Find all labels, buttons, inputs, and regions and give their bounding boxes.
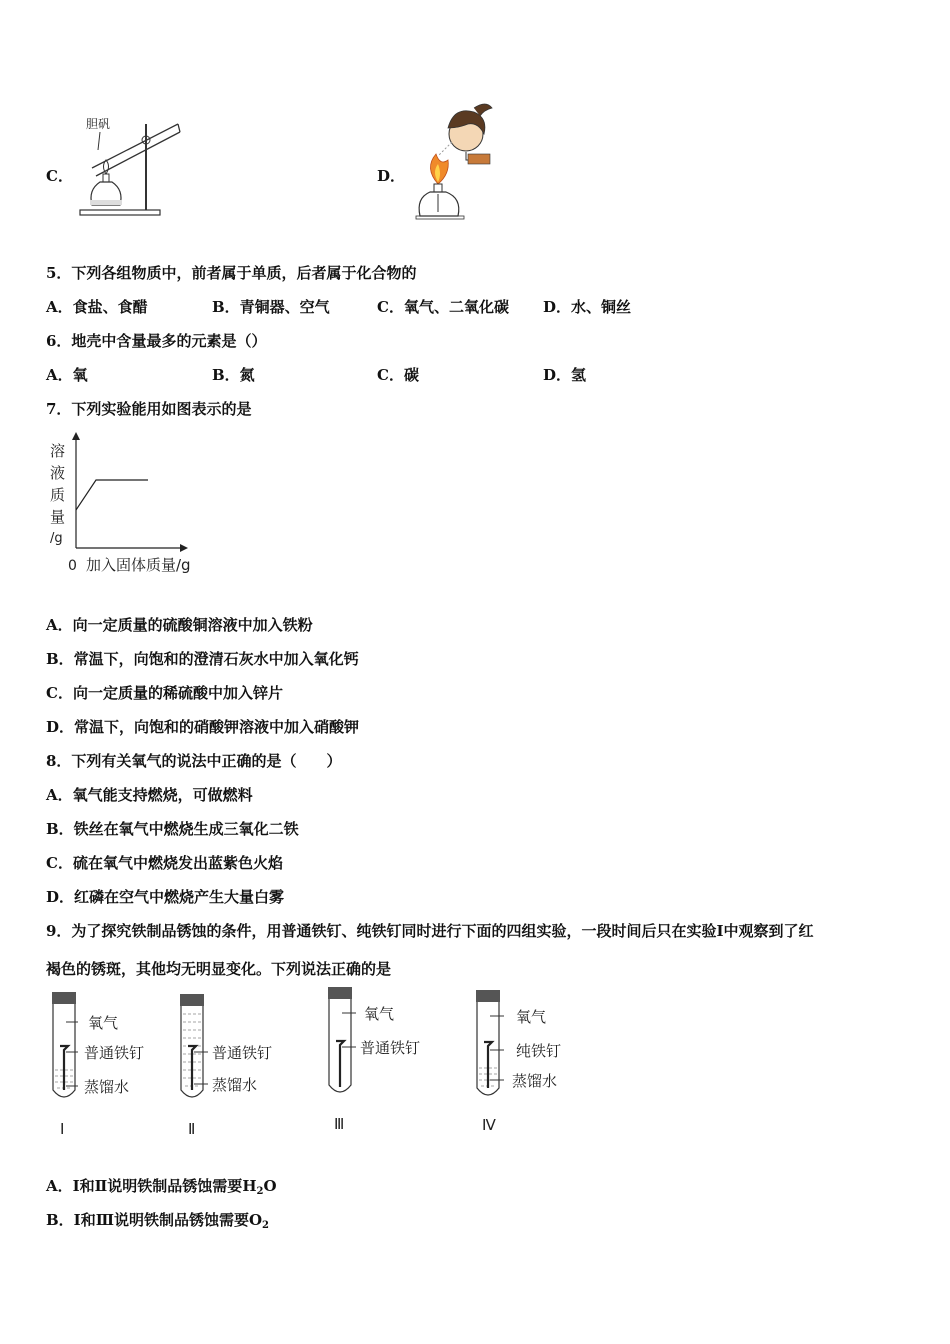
q6-option-a[interactable]: A．氧 — [46, 366, 88, 384]
q7-option-a[interactable]: A．向一定质量的硫酸铜溶液中加入铁粉 — [46, 616, 313, 634]
formula-subscript: 2 — [262, 1220, 270, 1231]
q8-option-b[interactable]: B．铁丝在氧气中燃烧生成三氧化二铁 — [46, 820, 299, 838]
tube-label-nail: 普通铁钉 — [212, 1044, 273, 1062]
q9-stem-line2: 褐色的锈斑，其他均无明显变化。下列说法正确的是 — [46, 960, 392, 978]
q4-option-c-image — [70, 110, 190, 222]
q9-tube-4 — [472, 988, 612, 1138]
q4-image-label: 胆矾 — [86, 117, 111, 131]
q5-stem: 5．下列各组物质中，前者属于单质，后者属于化合物的 — [46, 264, 417, 282]
q8-option-c[interactable]: C．硫在氧气中燃烧发出蓝紫色火焰 — [46, 854, 283, 872]
tube-numeral: Ⅳ — [482, 1116, 496, 1134]
q4-option-d-label: D． — [377, 167, 406, 185]
q6-option-c[interactable]: C．碳 — [377, 366, 419, 384]
q9-stem-line1: 9．为了探究铁制品锈蚀的条件，用普通铁钉、纯铁钉同时进行下面的四组实验，一段时间后只在实验Ⅰ中观察到了红 — [46, 922, 814, 940]
formula-subscript: 2 — [256, 1186, 264, 1197]
q8-option-d[interactable]: D．红磷在空气中燃烧产生大量白雾 — [46, 888, 285, 906]
q9-option-b[interactable] — [46, 1209, 269, 1231]
q5-option-d[interactable]: D．水、铜丝 — [543, 298, 632, 316]
graph-ylabel-char: 质 — [50, 486, 66, 504]
graph-xlabel: 加入固体质量/g — [86, 556, 191, 574]
q6-stem: 6．地壳中含量最多的元素是（） — [46, 332, 267, 350]
q5-option-b[interactable]: B．青铜器、空气 — [212, 298, 330, 316]
tube-label-pure-nail: 纯铁钉 — [516, 1042, 562, 1060]
tube-label-nail: 普通铁钉 — [360, 1039, 421, 1057]
tube-label-nail: 普通铁钉 — [84, 1044, 145, 1062]
graph-curve — [76, 480, 148, 510]
tube-label-oxygen: 氧气 — [364, 1005, 395, 1023]
q5-option-c[interactable]: C．氧气、二氧化碳 — [377, 298, 509, 316]
q7-option-b[interactable]: B．常温下，向饱和的澄清石灰水中加入氧化钙 — [46, 650, 359, 668]
graph-origin: 0 — [68, 558, 77, 574]
q7-stem: 7．下列实验能用如图表示的是 — [46, 400, 252, 418]
q7-option-c[interactable]: C．向一定质量的稀硫酸中加入锌片 — [46, 684, 283, 702]
graph-ylabel-char: 量 — [50, 508, 66, 526]
tube-label-water: 蒸馏水 — [512, 1072, 558, 1090]
q4-option-c-label: C． — [46, 167, 73, 185]
formula-o: O — [248, 1211, 263, 1229]
q9-option-b-text: B．Ⅰ和Ⅲ说明铁制品锈蚀需要 — [46, 1211, 249, 1229]
tube-label-oxygen: 氧气 — [88, 1014, 119, 1032]
graph-ylabel-char: /g — [50, 531, 63, 546]
formula-o: O — [263, 1177, 277, 1195]
graph-ylabel-char: 液 — [50, 464, 66, 482]
q9-tube-1 — [46, 990, 176, 1140]
q8-stem: 8．下列有关氧气的说法中正确的是（ ） — [46, 752, 342, 770]
formula-h: H — [242, 1177, 257, 1195]
q6-option-d[interactable]: D．氢 — [543, 366, 587, 384]
q9-tube-2 — [176, 990, 316, 1140]
tube-numeral: Ⅲ — [334, 1115, 345, 1133]
q9-option-a-text: A．Ⅰ和Ⅱ说明铁制品锈蚀需要 — [46, 1177, 243, 1195]
q9-tube-3 — [324, 985, 464, 1135]
tube-label-oxygen: 氧气 — [516, 1008, 547, 1026]
q5-option-a[interactable]: A．食盐、食醋 — [46, 298, 148, 316]
q9-option-a[interactable] — [46, 1175, 277, 1197]
tube-numeral: Ⅰ — [60, 1120, 65, 1138]
tube-label-water: 蒸馏水 — [84, 1078, 130, 1096]
q6-option-b[interactable]: B．氮 — [212, 366, 255, 384]
q7-graph — [46, 430, 216, 580]
q4-option-d-image — [408, 98, 498, 222]
q7-option-d[interactable]: D．常温下，向饱和的硝酸钾溶液中加入硝酸钾 — [46, 718, 360, 736]
tube-label-water: 蒸馏水 — [212, 1076, 258, 1094]
tube-numeral: Ⅱ — [188, 1120, 196, 1138]
q8-option-a[interactable]: A．氧气能支持燃烧，可做燃料 — [46, 786, 253, 804]
graph-ylabel-char: 溶 — [50, 442, 66, 460]
